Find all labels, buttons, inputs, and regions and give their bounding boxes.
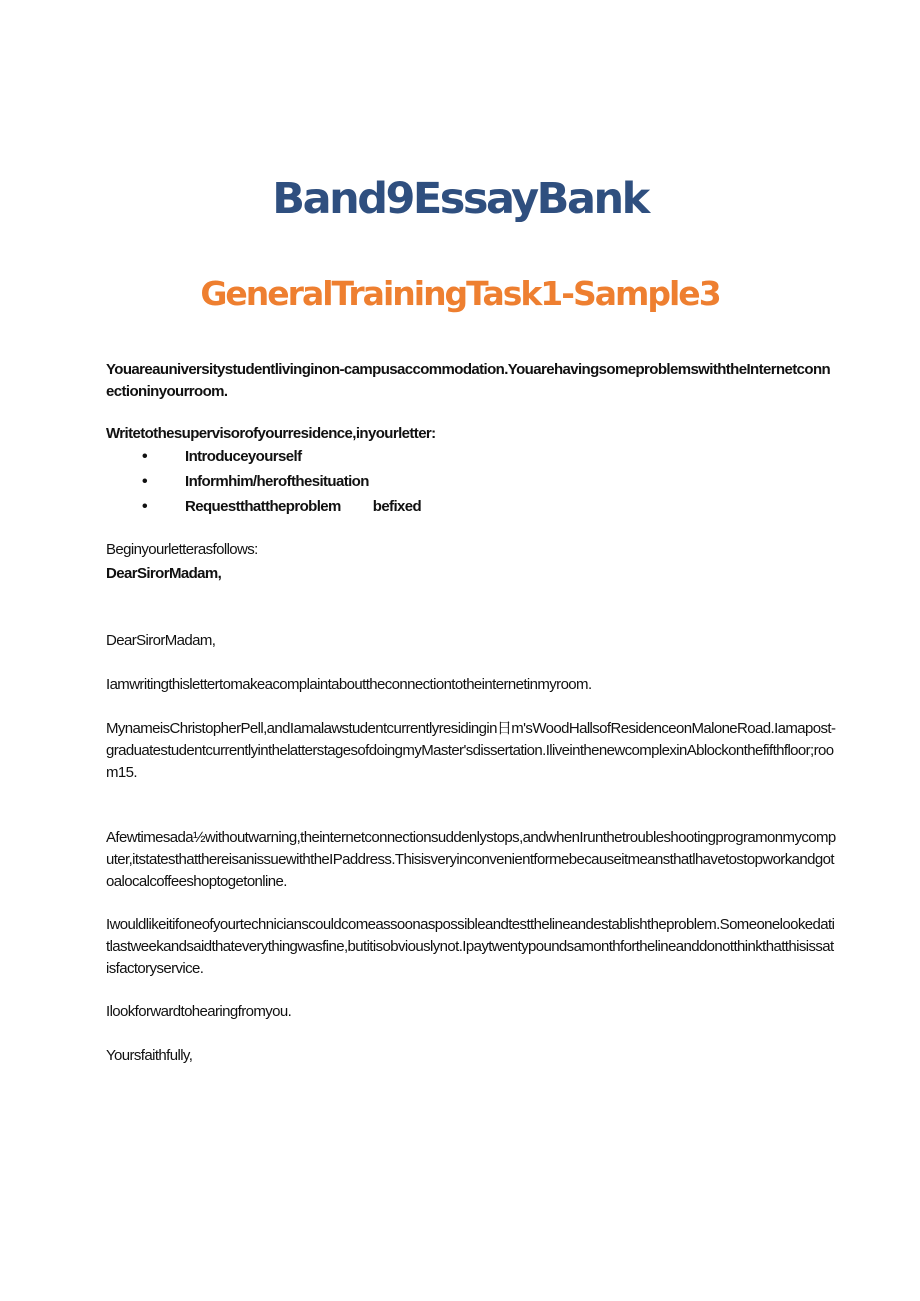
bullet-symbol: • bbox=[142, 473, 148, 490]
letter-paragraph: Iwouldlikeitifoneofyourtechnicianscouldcomeassoonaspossibleandtestthelineandestablishtheproblem.Someonelookedatitlastweekandsaidthateverythingwasfine,butitisobviouslynot.Ipaytwentypoundsamonthforthelineanddonotthinkthatthisissatisfactoryservice. bbox=[106, 916, 835, 977]
bullet-text: Requestthattheproblem bbox=[185, 498, 341, 515]
letter-closing-line: Ilookforwardtohearingfromyou. bbox=[106, 1003, 292, 1020]
document-subtitle: GeneralTrainingTask1-Sample3 bbox=[200, 274, 720, 313]
task-bullet-list bbox=[106, 446, 806, 521]
bullet-symbol: • bbox=[142, 448, 148, 465]
letter-paragraph: Iamwritingthislettertomakeacomplaintabouttheconnectiontotheinternetinmyroom. bbox=[106, 676, 592, 693]
bullet-item bbox=[106, 471, 806, 496]
bullet-item bbox=[106, 496, 806, 521]
letter-sign-off: Yoursfaithfully, bbox=[106, 1047, 193, 1064]
task-instruction: Writetothesupervisorofyourresidence,inyourletter: bbox=[106, 425, 436, 442]
letter-paragraph: Afewtimesada½withoutwarning,theinternetconnectionsuddenlystops,andwhenIrunthetroubleshootingprogramonmycomputer,itstatesthatthereisanissuewiththeIPaddress.Thisisveryinconvenientformebecauseitmeansthatlhavetostopworkandgotoalocalcoffeeshoptogetonline. bbox=[106, 829, 836, 890]
bullet-text-extra: befixed bbox=[372, 498, 422, 515]
bullet-item bbox=[106, 446, 806, 471]
letter-paragraph: MynameisChristopherPell,andIamalawstudentcurrentlyresidingin日m'sWoodHallsofResidenceonMaloneRoad.Iamapost-graduatestudentcurrentlyinthelatterstagesofdoingmyMaster'sdissertation.IliveinthenewcomplexinAblockonthefifthfloor;room15. bbox=[106, 720, 836, 781]
letter-salutation: DearSirorMadam, bbox=[106, 632, 216, 649]
salutation-prompt: DearSirorMadam, bbox=[106, 565, 222, 582]
bullet-symbol: • bbox=[142, 498, 148, 515]
bullet-text: Informhim/herofthesituation bbox=[185, 473, 369, 490]
task-prompt: Youareauniversitystudentlivinginon-campusaccommodation.YouarehavingsomeproblemswiththeInternetconnectioninyourroom. bbox=[106, 361, 831, 400]
document-title: Band9EssayBank bbox=[272, 174, 648, 224]
begin-instruction: Beginyourletterasfollows: bbox=[106, 541, 258, 558]
bullet-text: Introduceyourself bbox=[185, 448, 302, 465]
